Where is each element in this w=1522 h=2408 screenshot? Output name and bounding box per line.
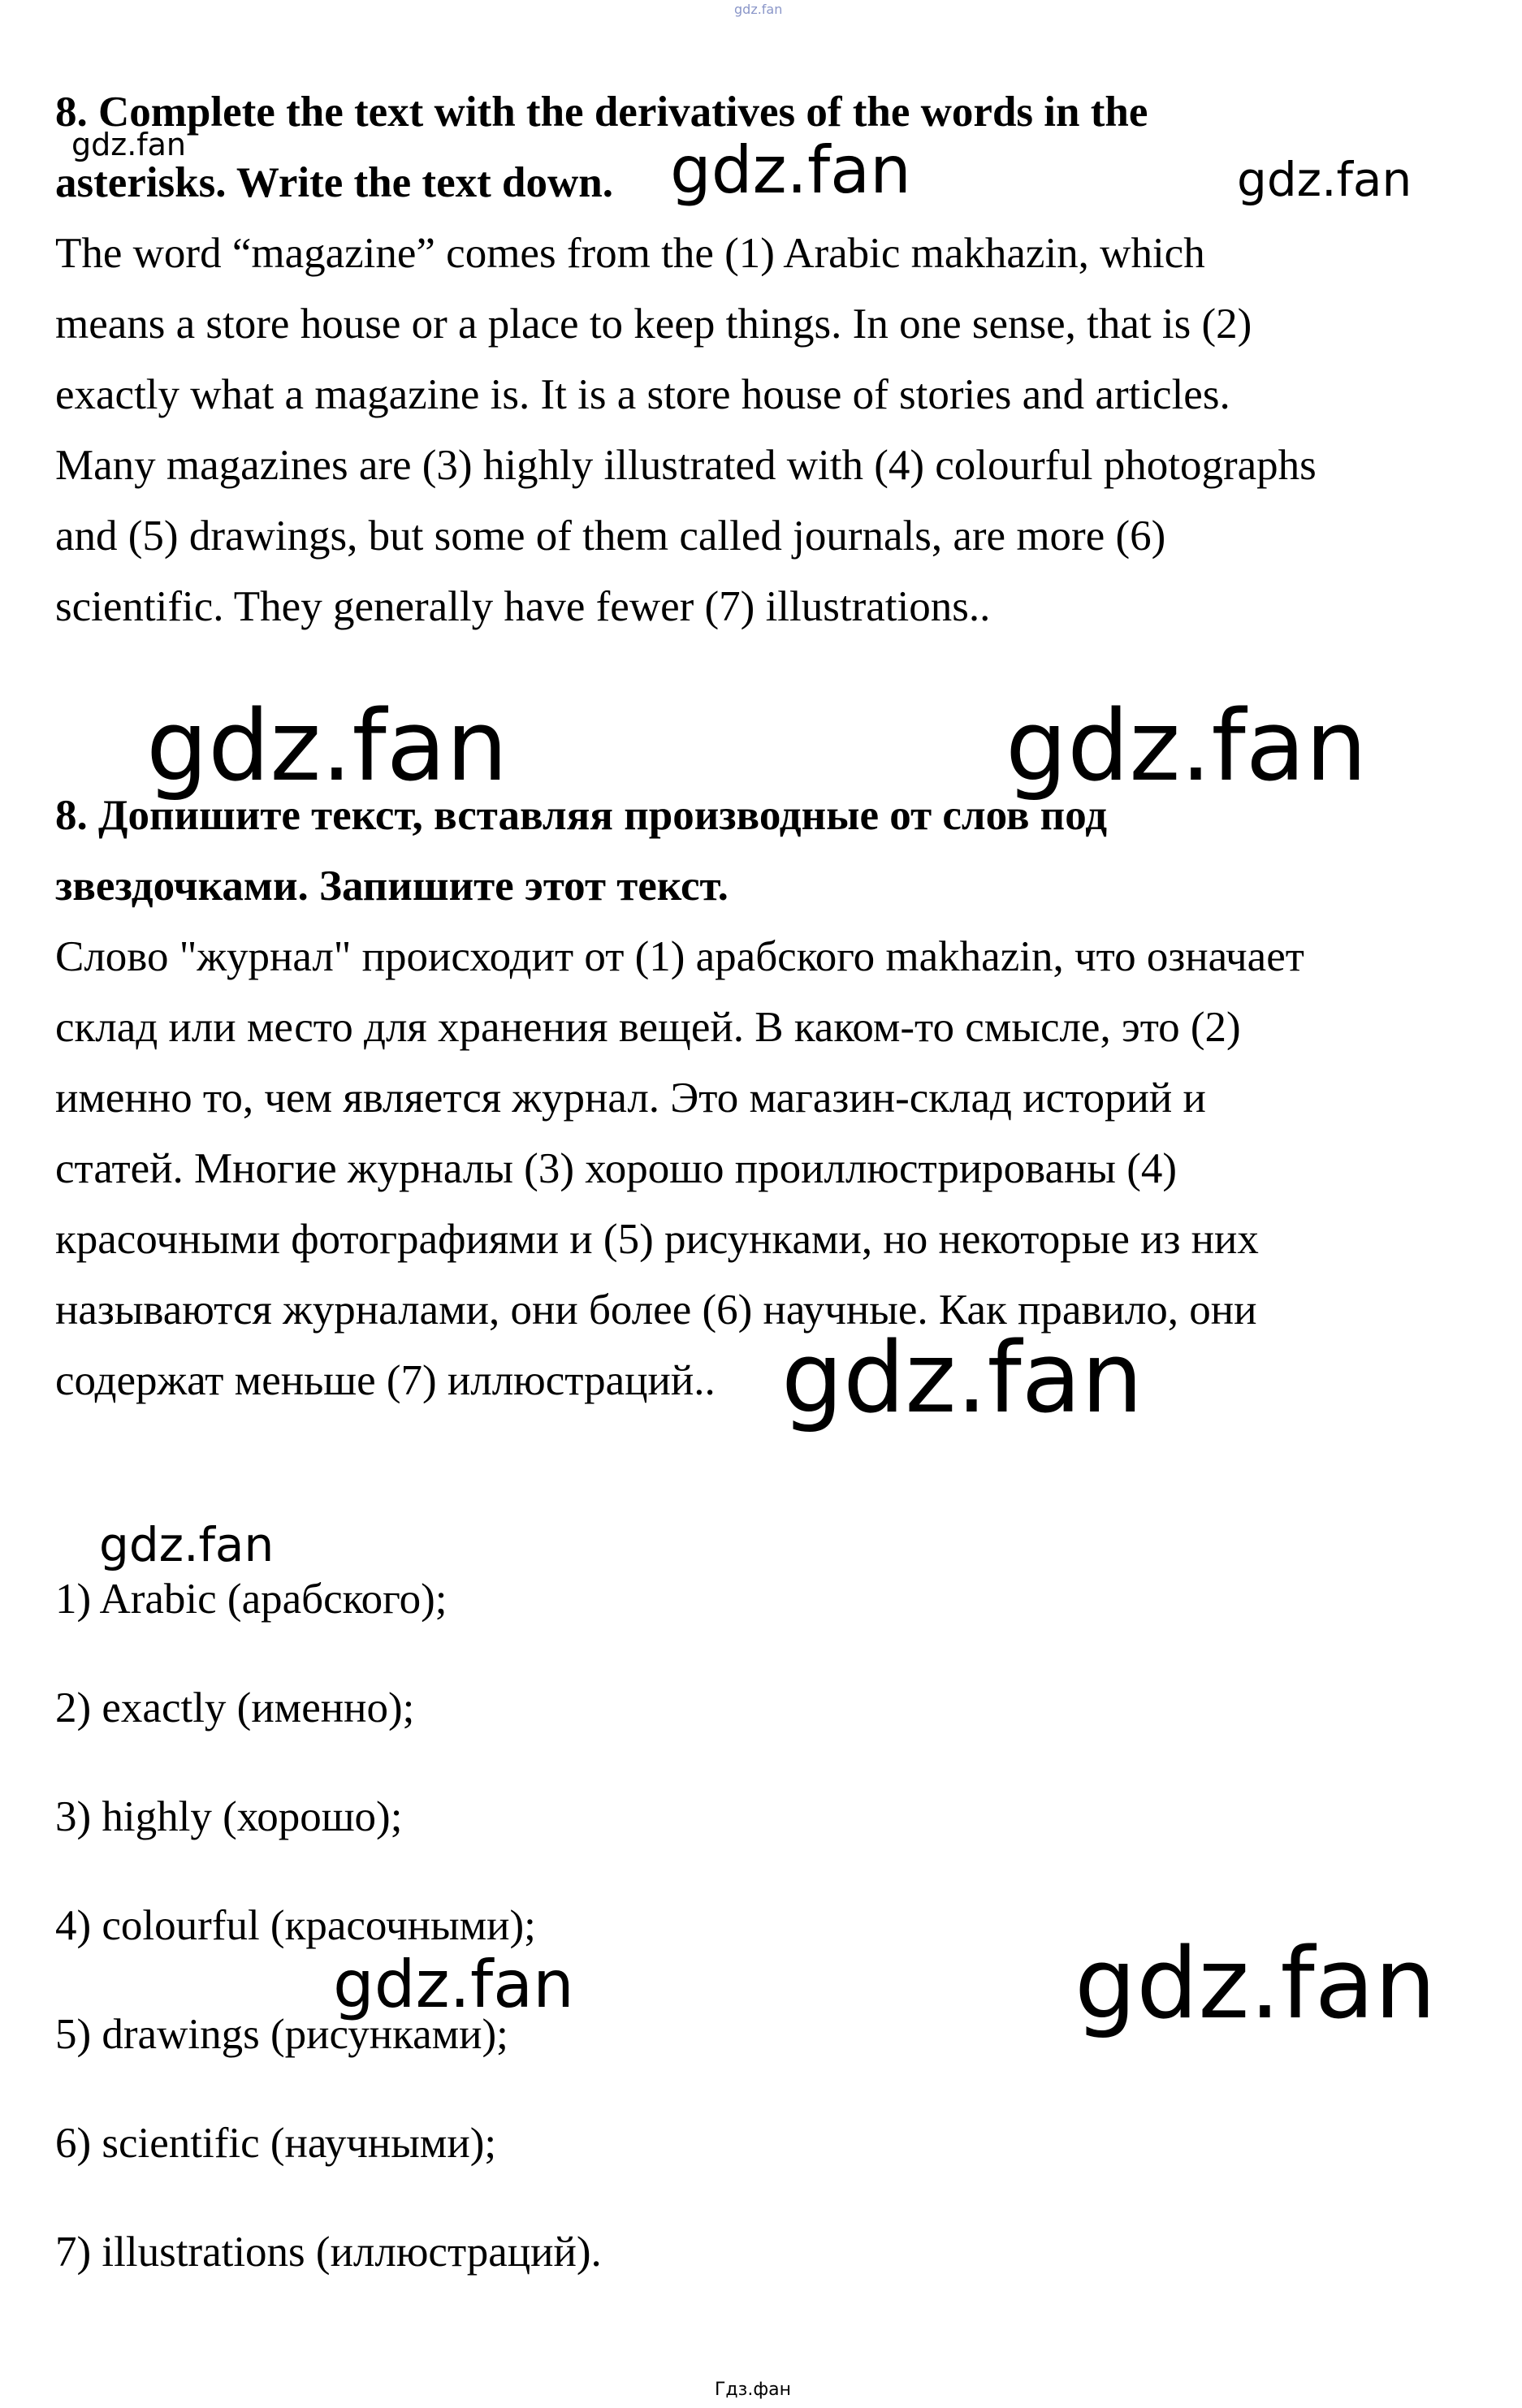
- watermark-text: gdz.fan: [1237, 152, 1412, 207]
- watermark-text: gdz.fan: [333, 1947, 574, 2022]
- watermark-text: gdz.fan: [146, 690, 508, 803]
- russian-text-line: называются журналами, они более (6) научные. Как правило, они: [55, 1286, 1257, 1334]
- russian-task-title-line-1: 8. Допишите текст, вставляя производные от слов под: [55, 792, 1108, 839]
- watermark-text: gdz.fan: [1074, 1928, 1437, 2041]
- answer-item: 5) drawings (рисунками);: [55, 2011, 508, 2058]
- english-text-line: exactly what a magazine is. It is a store house of stories and articles.: [55, 371, 1230, 418]
- english-task-title-line-2: asterisks. Write the text down.: [55, 159, 613, 206]
- russian-text-line: статей. Многие журналы (3) хорошо проиллюстрированы (4): [55, 1145, 1178, 1192]
- answer-item: 4) colourful (красочными);: [55, 1902, 536, 1949]
- watermark-text: gdz.fan: [71, 127, 187, 162]
- english-text-line: The word “magazine” comes from the (1) Arabic makhazin, which: [55, 230, 1205, 277]
- answer-item: 2) exactly (именно);: [55, 1684, 415, 1731]
- english-task-title-line-1: 8. Complete the text with the derivatives of the words in the: [55, 89, 1148, 136]
- russian-text-line: именно то, чем является журнал. Это магазин-склад историй и: [55, 1074, 1206, 1122]
- watermark-text: gdz.fan: [99, 1517, 275, 1572]
- russian-text-line: склад или место для хранения вещей. В каком-то смысле, это (2): [55, 1004, 1241, 1051]
- english-text-line: scientific. They generally have fewer (7) illustrations..: [55, 583, 991, 630]
- english-text-line: and (5) drawings, but some of them called journals, are more (6): [55, 512, 1166, 560]
- russian-text-line: красочными фотографиями и (5) рисунками, но некоторые из них: [55, 1216, 1259, 1263]
- footer-watermark: Гдз.фан: [715, 2380, 791, 2400]
- answer-item: 1) Arabic (арабского);: [55, 1576, 448, 1623]
- header-watermark: gdz.fan: [734, 2, 783, 17]
- russian-text-line: Слово "журнал" происходит от (1) арабского makhazin, что означает: [55, 933, 1304, 980]
- answer-item: 6) scientific (научными);: [55, 2120, 497, 2167]
- watermark-text: gdz.fan: [781, 1322, 1144, 1435]
- english-text-line: means a store house or a place to keep things. In one sense, that is (2): [55, 300, 1252, 348]
- answer-item: 7) illustrations (иллюстраций).: [55, 2229, 602, 2276]
- russian-task-title-line-2: звездочками. Запишите этот текст.: [55, 862, 729, 910]
- answer-item: 3) highly (хорошо);: [55, 1793, 403, 1840]
- watermark-text: gdz.fan: [670, 132, 911, 208]
- russian-text-line: содержат меньше (7) иллюстраций..: [55, 1357, 716, 1404]
- watermark-text: gdz.fan: [1005, 690, 1368, 803]
- english-text-line: Many magazines are (3) highly illustrated with (4) colourful photographs: [55, 442, 1317, 489]
